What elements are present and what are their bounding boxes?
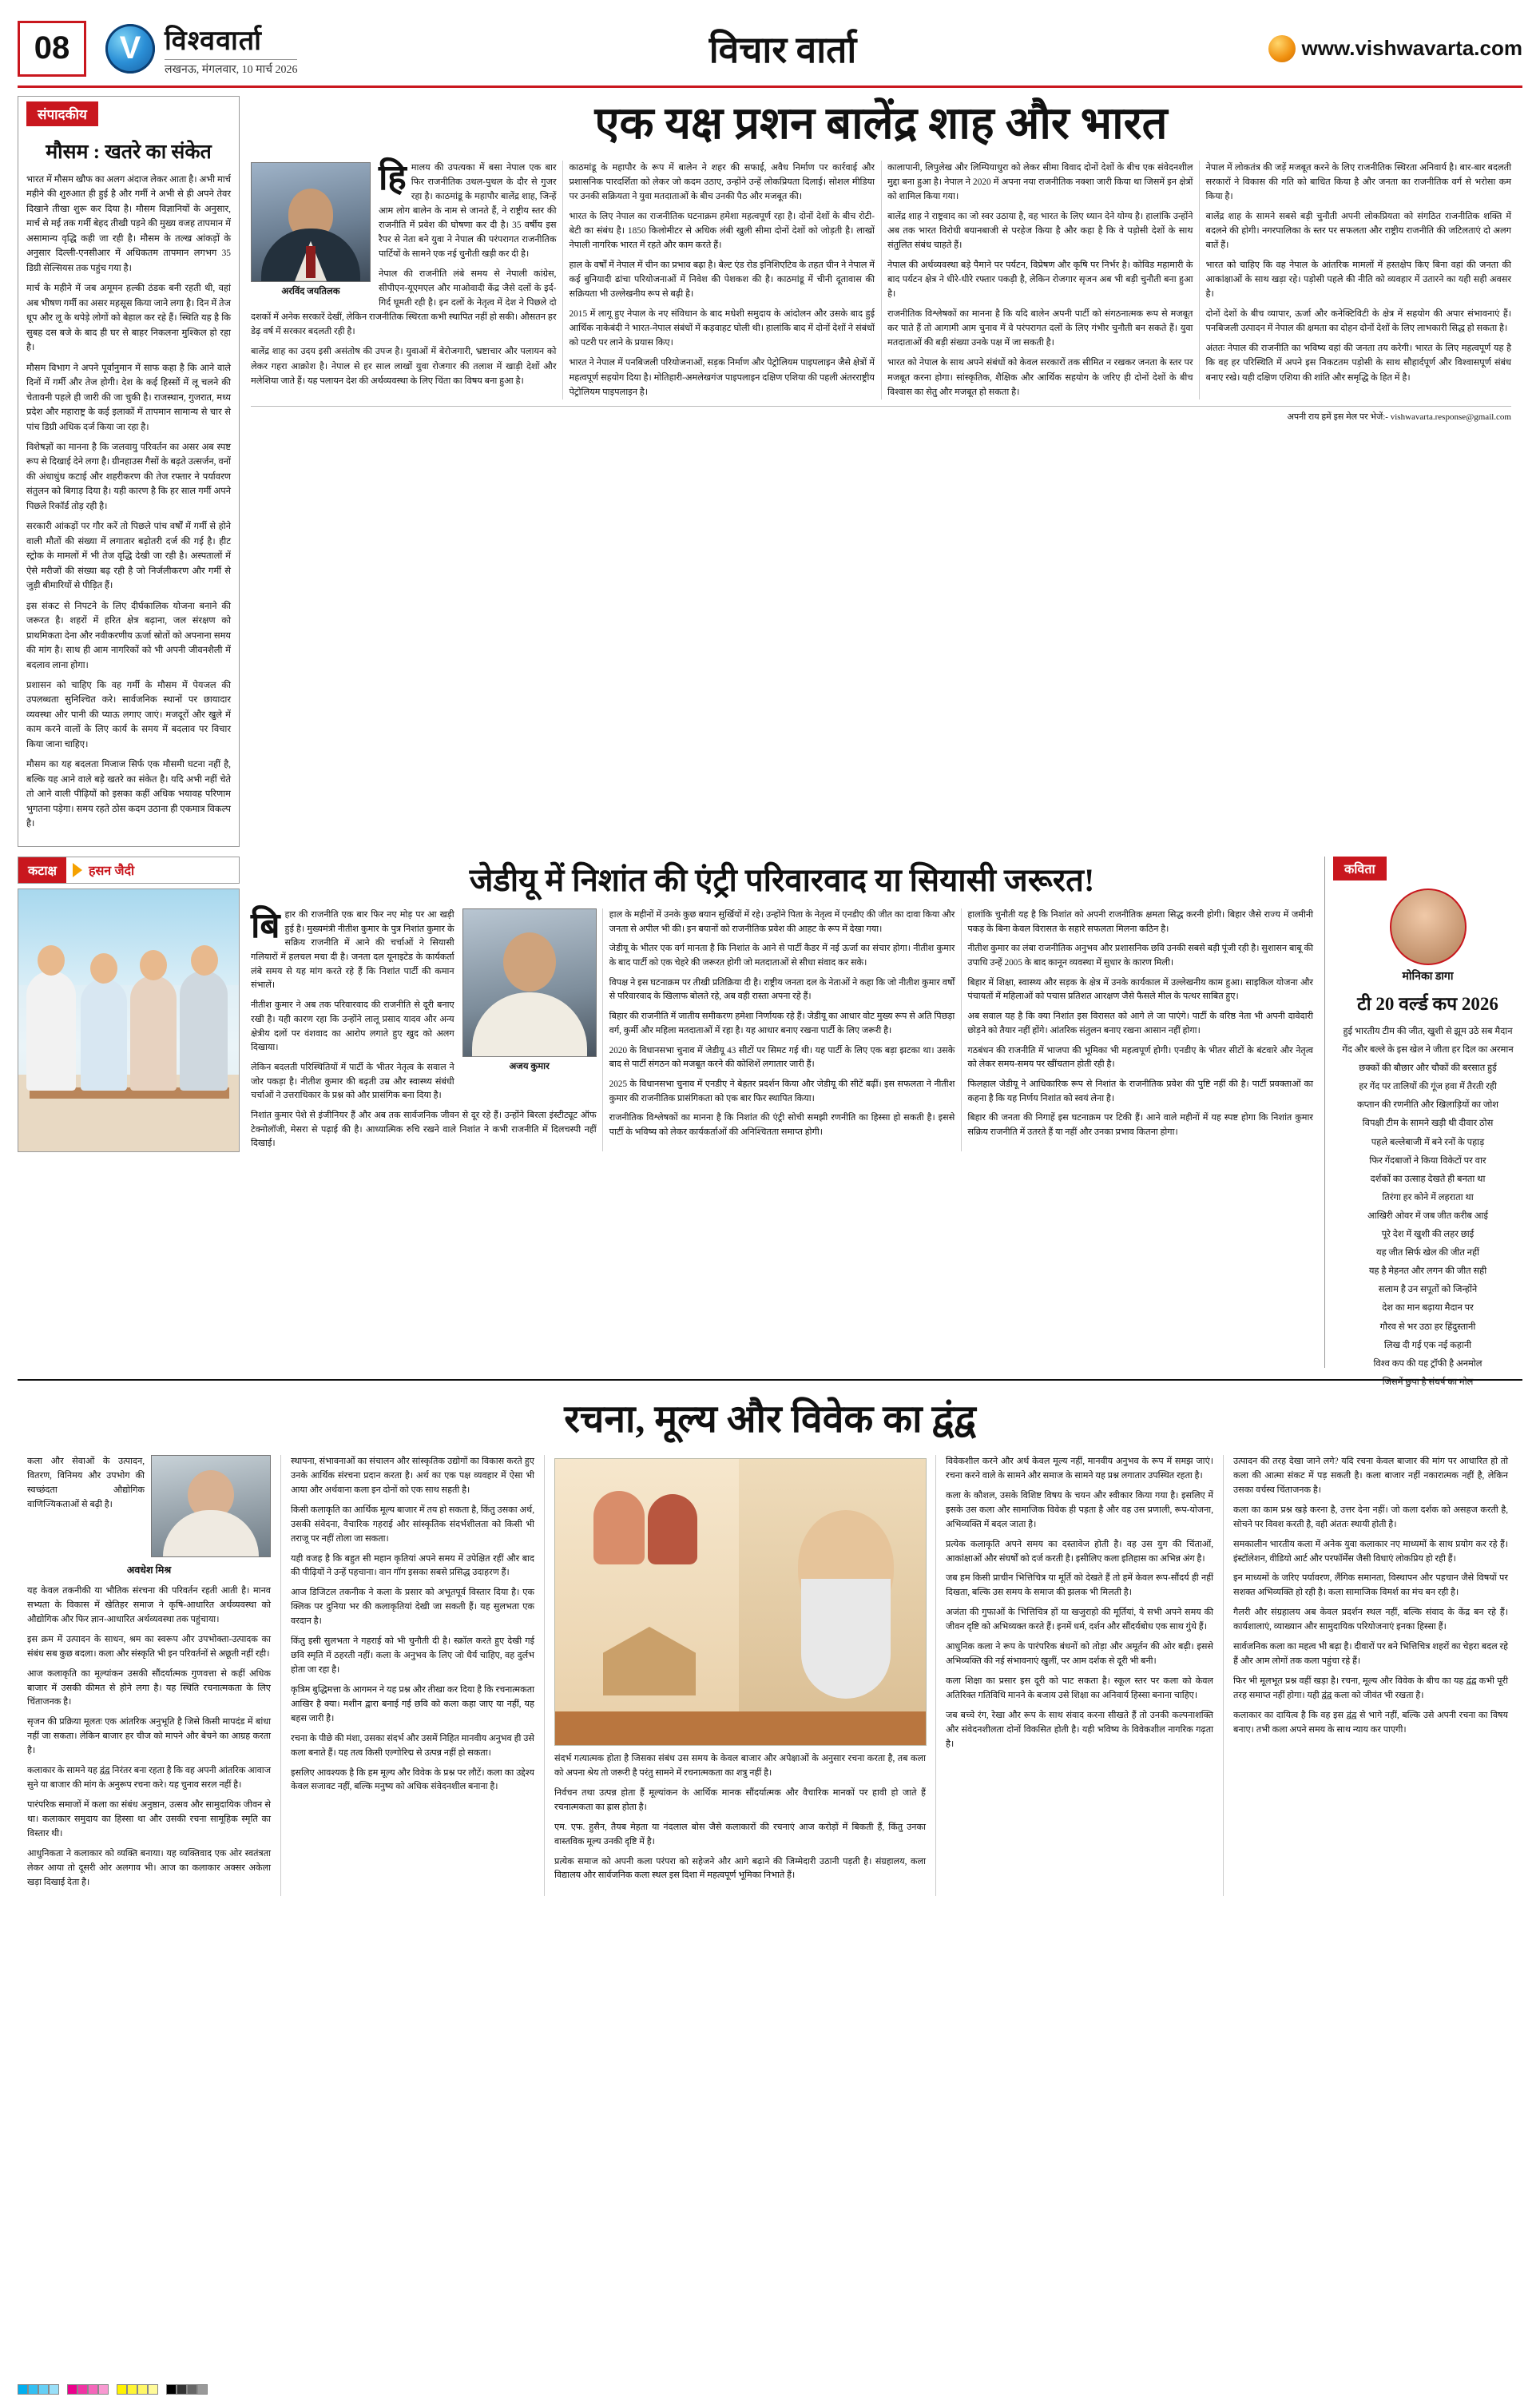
lead-paragraph: राजनीतिक विश्लेषकों का मानना है कि यदि बालेन अपनी पार्टी को संगठनात्मक रूप से मजबूत कर पाते हैं तो आगामी आम चुनाव में वे परंपरागत दलों के लिए गंभीर चुनौती बन सकते हैं। युवा मतदाताओं की बड़ी संख्या उनके पक्ष में जा सकती है। <box>887 309 1193 348</box>
jdu-paragraph: बिहार की जनता की निगाहें इस घटनाक्रम पर टिकी हैं। आने वाले महीनों में यह स्पष्ट होगा कि निशांत कुमार सक्रिय राजनीति में उतरते हैं या नहीं और उनका प्रभाव कितना होगा। <box>967 1113 1313 1137</box>
website-wrap[interactable] <box>1268 35 1522 62</box>
lead-author-name: अरविंद जयतिलक <box>281 286 340 296</box>
middle-section <box>18 857 1522 1387</box>
poem-lines <box>1333 1024 1522 1391</box>
bottom-section <box>18 1379 1522 1896</box>
editorial-tag: संपादकीय <box>26 101 98 126</box>
poem-line: लिख दी गई एक नई कहानी <box>1383 1340 1472 1350</box>
arrow-icon <box>73 863 82 877</box>
bottom-paragraph: उत्पादन की तरह देखा जाने लगे? यदि रचना केवल बाजार की मांग पर आधारित हो तो कला की आत्मा संकट में पड़ सकती है। कला बाजार नहीं नकारात्मक नहीं है, लेकिन उसका वर्चस्व चिंताजनक है। <box>1233 1457 1508 1495</box>
jdu-paragraph: 2020 के विधानसभा चुनाव में जेडीयू 43 सीटों पर सिमट गई थी। यह पार्टी के लिए एक बड़ा झटका था। उसके बाद से पार्टी संगठन को मजबूत करने की कोशिशें लगातार जारी हैं। <box>609 1045 955 1070</box>
editorial-paragraph: विशेषज्ञों का मानना है कि जलवायु परिवर्तन का असर अब स्पष्ट रूप से दिखाई देने लगा है। ग्रीनहाउस गैसों के बढ़ते उत्सर्जन, वनों की अंधाधुंध कटाई और शहरीकरण की तेज रफ्तार ने पर्यावरण संतुलन को बिगाड़ दिया है। यही कारण है कि हर साल गर्मी अपने पिछले रिकॉर्ड तोड़ रही है। <box>26 442 231 511</box>
lead-paragraph: काठमांडू के महापौर के रूप में बालेन ने शहर की सफाई, अवैध निर्माण पर कार्रवाई और प्रशासनिक पारदर्शिता को लेकर जो कदम उठाए, उन्होंने उन्हें लोकप्रियता दिलाई। सोशल मीडिया पर उनकी सक्रियता ने युवा मतदाताओं के बीच उनकी पैठ और मजबूत की। <box>569 162 875 201</box>
bottom-paragraph: यह केवल तकनीकी या भौतिक संरचना की परिवर्तन रहती आती है। मानव सभ्यता के विकास में खेतिहर समाज ने कृषि-आधारित अर्थव्यवस्था को औद्योगिक और फिर ज्ञान-आधारित अर्थव्यवस्था तक पहुंचाया। <box>27 1586 271 1624</box>
bottom-paragraph: रचना के पीछे की मंशा, उसका संदर्भ और उसमें निहित मानवीय अनुभव ही उसे कला बनाते हैं। यह तत्व किसी एल्गोरिद्म से उत्पन्न नहीं हो सकता। <box>291 1733 534 1758</box>
poem-line: यह जीत सिर्फ खेल की जीत नहीं <box>1375 1248 1480 1258</box>
bottom-paragraph: स्थापना, संभावनाओं का संचालन और सांस्कृतिक उद्योगों का विकास करते हुए उनके आर्थिक संरचना प्रदान करता है। अर्थ का एक पक्ष व्यवहार में ऐसा भी आया और अर्थवाना कला इन दोनों को एक साथ सहती है। <box>291 1457 534 1495</box>
globe-icon <box>1268 35 1296 62</box>
lead-paragraph: नेपाल की राजनीति लंबे समय से नेपाली कांग्रेस, सीपीएन-यूएमएल और माओवादी केंद्र जैसे दलों के इर्द-गिर्द घूमती रही है। इन दलों के नेतृत्व में देश ने पिछले दो दशकों में अनेक सरकारें देखीं, लेकिन राजनीतिक स्थिरता कभी स्थापित नहीं हो सकी। औसतन हर डेढ़ वर्ष में सरकार बदलती रही है। <box>251 269 557 337</box>
jdu-paragraph: हालांकि चुनौती यह है कि निशांत को अपनी राजनीतिक क्षमता सिद्ध करनी होगी। बिहार जैसे राज्य में जमीनी पकड़ के बिना केवल विरासत के सहारे सफलता मिलना कठिन है। <box>967 910 1313 934</box>
cartoon-block <box>18 857 240 1368</box>
author-photo <box>251 162 371 282</box>
bottom-column-2 <box>281 1455 545 1896</box>
poem-line: कप्तान की रणनीति और खिलाड़ियों का जोश <box>1356 1100 1499 1111</box>
kavita-block <box>1324 857 1522 1387</box>
poem-line: पूरे देश में खुशी की लहर छाई <box>1381 1230 1475 1240</box>
bottom-paragraph: किंतु इसी सुलभता ने गहराई को भी चुनौती दी है। स्क्रॉल करते हुए देखी गई छवि स्मृति में ठहरती नहीं। कला के अनुभव के लिए जो धैर्य चाहिए, वह दुर्लभ होता जा रहा है। <box>291 1636 534 1675</box>
bottom-paragraph: कलाकार का दायित्व है कि वह इस द्वंद्व से भागे नहीं, बल्कि उसे अपनी रचना का विषय बनाए। तभी कला अपने समय के साथ न्याय कर पाएगी। <box>1233 1710 1508 1735</box>
paper-name: विश्ववार्ता <box>165 25 262 56</box>
page-number: 08 <box>34 30 70 66</box>
cartoon-author: हसन जैदी <box>88 865 135 878</box>
bottom-paragraph: समकालीन भारतीय कला में अनेक युवा कलाकार नए माध्यमों के साथ प्रयोग कर रहे हैं। इंस्टॉलेशन, वीडियो आर्ट और परफॉर्मेंस जैसी विधाएं लोकप्रिय हो रही हैं। <box>1233 1539 1508 1564</box>
jdu-author-name: अजय कुमार <box>509 1062 550 1071</box>
lead-article <box>240 96 1522 847</box>
lead-paragraph: दोनों देशों के बीच व्यापार, ऊर्जा और कनेक्टिविटी के क्षेत्र में सहयोग की अपार संभावनाएं हैं। पनबिजली उत्पादन में नेपाल की क्षमता का दोहन दोनों देशों के लिए लाभकारी सिद्ध हो सकता है। <box>1205 309 1511 334</box>
bottom-paragraph: किसी कलाकृति का आर्थिक मूल्य बाजार में तय हो सकता है, किंतु उसका अर्थ, उसकी संवेदना, वैचारिक गहराई और सांस्कृतिक संदर्भशीलता को किसी भी तराजू पर नहीं तोला जा सकता। <box>291 1505 534 1544</box>
poem-line: फिर गेंदबाजों ने किया विकेटों पर वार <box>1369 1155 1486 1166</box>
poem-line: गौरव से भर उठा हर हिंदुस्तानी <box>1379 1322 1476 1332</box>
email-address[interactable]: vishwavarta.response@gmail.com <box>1390 411 1511 422</box>
bottom-headline: रचना, मूल्य और विवेक का द्वंद्व <box>564 1398 976 1441</box>
jdu-paragraph: निशांत कुमार पेशे से इंजीनियर हैं और अब तक सार्वजनिक जीवन से दूर रहे हैं। उन्होंने बिरला इंस्टीट्यूट ऑफ टेक्नोलॉजी, मेसरा से पढ़ाई की है। आध्यात्मिक रुचि रखने वाले निशांत ने कभी राजनीति में दिलचस्पी नहीं दिखाई। <box>251 1110 597 1149</box>
lead-body <box>251 157 1511 400</box>
editorial-title: मौसम : खतरे का संकेत <box>46 141 212 163</box>
lead-paragraph: भारत ने नेपाल में पनबिजली परियोजनाओं, सड़क निर्माण और पेट्रोलियम पाइपलाइन जैसे क्षेत्रों में महत्वपूर्ण सहयोग दिया है। मोतिहारी-अमलेखगंज पाइपलाइन दक्षिण एशिया की पहली अंतरराष्ट्रीय पेट्रोलियम पाइपलाइन है। <box>569 358 875 397</box>
bottom-paragraph: प्रत्येक समाज को अपनी कला परंपरा को सहेजने और आगे बढ़ाने की जिम्मेदारी उठानी पड़ती है। संग्रहालय, कला विद्यालय और सार्वजनिक कला स्थल इस दिशा में महत्वपूर्ण भूमिका निभाते हैं। <box>554 1856 926 1881</box>
jdu-paragraph: अब सवाल यह है कि क्या निशांत इस विरासत को आगे ले जा पाएंगे। पार्टी के वरिष्ठ नेता भी अपनी दावेदारी छोड़ने को तैयार नहीं होंगे। आंतरिक संतुलन बनाए रखना आसान नहीं होगा। <box>967 1012 1313 1036</box>
article-illustration <box>554 1458 927 1746</box>
poem-line: गेंद और बल्ले के इस खेल ने जीता हर दिल का अरमान <box>1342 1045 1514 1055</box>
poem-line: यह है मेहनत और लगन की जीत सही <box>1368 1266 1487 1277</box>
section-title: विचार वार्ता <box>708 29 857 70</box>
poem-line: आखिरी ओवर में जब जीत करीब आई <box>1367 1210 1488 1221</box>
bottom-paragraph: प्रत्येक कलाकृति अपने समय का दस्तावेज होती है। वह उस युग की चिंताओं, आकांक्षाओं और संघर्षों को दर्ज करती है। इसीलिए कला इतिहास का अभिन्न अंग है। <box>946 1539 1213 1564</box>
jdu-paragraph: नीतीश कुमार का लंबा राजनीतिक अनुभव और प्रशासनिक छवि उनकी सबसे बड़ी पूंजी रही है। सुशासन बाबू की उपाधि उन्हें 2005 के बाद कानून व्यवस्था में सुधार के कारण मिली। <box>967 944 1313 968</box>
editorial-paragraph: मौसम का यह बदलता मिजाज सिर्फ एक मौसमी घटना नहीं है, बल्कि यह आने वाले बड़े खतरे का संकेत है। यदि अभी नहीं चेते तो आने वाली पीढ़ियों को इसका कहीं अधिक भयावह परिणाम भुगतना पड़ेगा। समय रहते ठोस कदम उठाना ही एकमात्र विकल्प है। <box>26 760 231 829</box>
jdu-paragraph: विपक्ष ने इस घटनाक्रम पर तीखी प्रतिक्रिया दी है। राष्ट्रीय जनता दल के नेताओं ने कहा कि जो नीतीश कुमार वर्षों से परिवारवाद के खिलाफ बोलते रहे, अब वही रास्ता अपना रहे हैं। <box>609 977 955 1002</box>
jdu-paragraph: बिहार की राजनीति में जातीय समीकरण हमेशा निर्णायक रहे हैं। जेडीयू का आधार वोट मुख्य रूप से अति पिछड़ा वर्ग, कुर्मी और महिला मतदाताओं में रहा है। यह आधार बनाए रखना पार्टी के लिए जरूरी है। <box>609 1012 955 1036</box>
place-date: लखनऊ, मंगलवार, 10 मार्च 2026 <box>165 59 297 77</box>
poem-title: टी 20 वर्ल्ड कप 2026 <box>1357 994 1498 1014</box>
bottom-paragraph: सृजन की प्रक्रिया मूलतः एक आंतरिक अनुभूति है जिसे किसी मापदंड में बांधा नहीं जा सकता। लेकिन बाजार हर चीज को मापने और बेचने का आग्रह करता है। <box>27 1717 271 1756</box>
lead-paragraph: बालेंद्र शाह के सामने सबसे बड़ी चुनौती अपनी लोकप्रियता को संगठित राजनीतिक शक्ति में बदलने की होगी। नगरपालिका के स्तर पर सफलता और राष्ट्रीय राजनीति की जटिलताएं दो अलग बातें हैं। <box>1205 211 1511 251</box>
bottom-paragraph: कलाकार के सामने यह द्वंद्व निरंतर बना रहता है कि वह अपनी आंतरिक आवाज सुने या बाजार की मांग के अनुरूप रचना करे। यह चुनाव सरल नहीं है। <box>27 1766 271 1791</box>
jdu-paragraph: लेकिन बदलती परिस्थितियों में पार्टी के भीतर नेतृत्व के सवाल ने जोर पकड़ा है। नीतीश कुमार की बढ़ती उम्र और स्वास्थ्य संबंधी चर्चाओं ने उत्तराधिकार के प्रश्न को और प्रासंगिक बना दिया है। <box>251 1062 454 1101</box>
poet-name: मोनिका डागा <box>1402 971 1454 983</box>
yellow-bar <box>117 2384 158 2395</box>
poem-line: हर गेंद पर तालियों की गूंज हवा में तैरती रही <box>1359 1082 1497 1092</box>
bottom-paragraph: कला के कौशल, उसके विशिष्ट विषय के चयन और स्वीकार किया गया है। इसलिए में इसके उस कला और सामाजिक विवेक ही पड़ता है और वह उस प्रणाली, रूप-योजना, अभिव्यक्ति में बदल जाता है। <box>946 1490 1213 1529</box>
jdu-paragraph: हाल के महीनों में उनके कुछ बयान सुर्खियों में रहे। उन्होंने पिता के नेतृत्व में एनडीए की जीत का दावा किया और जनता से अपील भी की। इन बयानों को राजनीतिक प्रवेश की आहट के रूप में देखा गया। <box>609 910 955 934</box>
jdu-paragraph: राजनीतिक विश्लेषकों का मानना है कि निशांत की एंट्री सोची समझी रणनीति का हिस्सा हो सकती है। इससे पार्टी के भविष्य को लेकर कार्यकर्ताओं की अनिश्चितता समाप्त होगी। <box>609 1113 955 1137</box>
cartoon-tag: कटाक्ष <box>18 857 66 883</box>
section-title-wrap <box>297 24 1268 74</box>
bottom-paragraph: पारंपरिक समाजों में कला का संबंध अनुष्ठान, उत्सव और सामुदायिक जीवन से था। कलाकार समुदाय का हिस्सा था और उसकी रचना सामूहिक स्मृति का विस्तार थी। <box>27 1799 271 1839</box>
lead-paragraph: बालेंद्र शाह ने राष्ट्रवाद का जो स्वर उठाया है, वह भारत के लिए ध्यान देने योग्य है। हालांकि उन्होंने अब तक भारत विरोधी बयानबाजी से परहेज किया है और कहा है कि वे पड़ोसी देशों के साथ संतुलित संबंध चाहते हैं। <box>887 211 1193 251</box>
bottom-paragraph: आधुनिक कला ने रूप के पारंपरिक बंधनों को तोड़ा और अमूर्तन की ओर बढ़ी। इससे अभिव्यक्ति की नई संभावनाएं खुलीं, पर आम दर्शक से दूरी भी बनी। <box>946 1642 1213 1667</box>
jdu-paragraph: जेडीयू के भीतर एक वर्ग मानता है कि निशांत के आने से पार्टी कैडर में नई ऊर्जा का संचार होगा। नीतीश कुमार के बाद पार्टी को एक चेहरे की जरूरत होगी जो मतदाताओं से सीधा संवाद कर सके। <box>609 944 955 968</box>
lead-paragraph: भारत को चाहिए कि वह नेपाल के आंतरिक मामलों में हस्तक्षेप किए बिना वहां की जनता की आकांक्षाओं के साथ खड़ा रहे। पड़ोसी पहले की नीति को व्यवहार में उतारने का यही सही अवसर है। <box>1205 260 1511 300</box>
editorial-body <box>26 173 231 832</box>
bottom-paragraph: इन माध्यमों के जरिए पर्यावरण, लैंगिक समानता, विस्थापन और पहचान जैसे विषयों पर सशक्त अभिव्यक्ति हो रही है। कला सामाजिक विमर्श का मंच बन रही है। <box>1233 1573 1508 1598</box>
lead-paragraph: नेपाल की अर्थव्यवस्था बड़े पैमाने पर पर्यटन, विप्रेषण और कृषि पर निर्भर है। कोविड महामारी के बाद पर्यटन क्षेत्र ने धीरे-धीरे रफ्तार पकड़ी है, लेकिन रोजगार सृजन अब भी बड़ी चुनौती बना हुआ है। <box>887 260 1193 300</box>
lead-paragraph: 2015 में लागू हुए नेपाल के नए संविधान के बाद मधेशी समुदाय के आंदोलन और उसके बाद हुई आर्थिक नाकेबंदी ने भारत-नेपाल संबंधों में कड़वाहट घोली थी। हालांकि बाद में दोनों देशों ने संबंधों को पटरी पर लाने के प्रयास किए। <box>569 309 875 348</box>
color-registration-bars <box>18 2384 208 2395</box>
bottom-paragraph: सार्वजनिक कला का महत्व भी बढ़ा है। दीवारों पर बने भित्तिचित्र शहरों का चेहरा बदल रहे हैं और आम लोगों तक कला पहुंचा रहे हैं। <box>1233 1642 1508 1667</box>
bottom-paragraph: आधुनिकता ने कलाकार को व्यक्ति बनाया। यह व्यक्तिवाद एक ओर स्वतंत्रता लेकर आया तो दूसरी ओर अलगाव भी। आज का कलाकार अक्सर अकेला खड़ा दिखाई देता है। <box>27 1848 271 1887</box>
page-number-box <box>18 21 86 77</box>
lead-paragraph: हिमालय की उपत्यका में बसा नेपाल एक बार फिर राजनीतिक उथल-पुथल के दौर से गुजर रहा है। काठमांडू के महापौर बालेंद्र शाह, जिन्हें आम लोग बालेन के नाम से जानते हैं, ने राष्ट्रीय स्तर की राजनीति में प्रवेश की घोषणा कर दी है। 35 वर्षीय इस रैपर से नेता बने युवा ने नेपाल की परंपरागत राजनीतिक पार्टियों के सामने एक नई चुनौती खड़ी कर दी है। <box>379 157 557 260</box>
editorial-paragraph: मौसम विभाग ने अपने पूर्वानुमान में साफ कहा है कि आने वाले दिनों में गर्मी और तेज होगी। देश के कई हिस्सों में लू चलने की चेतावनी पहले ही जारी की जा चुकी है। राजस्थान, गुजरात, मध्य प्रदेश और महाराष्ट्र के कई इलाकों में तापमान सामान्य से चार से पांच डिग्री अधिक दर्ज किया जा रहा है। <box>26 363 231 432</box>
cartoon-image <box>18 888 240 1152</box>
email-note-label: अपनी राय हमें इस मेल पर भेजें:- <box>1287 411 1388 422</box>
poem-line: तिरंगा हर कोने में लहराता था <box>1382 1192 1474 1202</box>
bottom-paragraph: कला का काम प्रश्न खड़े करना है, उत्तर देना नहीं। जो कला दर्शक को असहज करती है, सोचने पर विवश करती है, वही अंततः स्थायी होती है। <box>1233 1505 1508 1529</box>
editorial-paragraph: प्रशासन को चाहिए कि वह गर्मी के मौसम में पेयजल की उपलब्धता सुनिश्चित करे। सार्वजनिक स्थानों पर छायादार व्यवस्था और पानी की प्याऊ लगाए जाएं। मजदूरों और खुले में काम करने वालों के लिए कार्य के समय में बदलाव पर विचार किया जाना चाहिए। <box>26 681 231 749</box>
editorial-paragraph: इस संकट से निपटने के लिए दीर्घकालिक योजना बनाने की जरूरत है। शहरों में हरित क्षेत्र बढ़ाना, जल संरक्षण को प्राथमिकता देना और नवीकरणीय ऊर्जा स्रोतों को अपनाना समय की मांग है। साथ ही आम नागरिकों को भी अपनी जीवनशैली में बदलाव लाना होगा। <box>26 601 231 670</box>
bottom-author-name: अवधेश मिश्र <box>126 1564 172 1576</box>
lead-headline: एक यक्ष प्रशन बालेंद्र शाह और भारत <box>594 99 1168 149</box>
bottom-paragraph: संदर्भ गत्यात्मक होता है जिसका संबंध उस समय के केवल बाजार और अपेक्षाओं के अनुसार रचना करता है, तब कला को अपना श्रेय तो जरूरी है परंतु सामने में रचनात्मकता का शत्रु नहीं है। <box>554 1754 926 1778</box>
bottom-paragraph: आज कलाकृति का मूल्यांकन उसकी सौंदर्यात्मक गुणवत्ता से कहीं अधिक बाजार में उसकी कीमत से होने लगा है। यह स्थिति रचनात्मकता के लिए चिंताजनक है। <box>27 1668 271 1707</box>
editorial-paragraph: मार्च के महीने में जब अमूमन हल्की ठंडक बनी रहती थी, वहां अब भीषण गर्मी का असर महसूस किया जाने लगा है। दिन में तेज धूप और लू के थपेड़े लोगों को बेहाल कर रहे हैं। स्थिति यह है कि सुबह दस बजे के बाद ही घर से बाहर निकलना मुश्किल हो रहा है। <box>26 284 231 353</box>
bottom-column-3 <box>545 1455 936 1896</box>
bottom-paragraph: एम. एफ. हुसैन, तैयब मेहता या नंदलाल बोस जैसे कलाकारों की रचनाएं आज करोड़ों में बिकती हैं, किंतु उनका वास्तविक मूल्य उनकी दृष्टि में है। <box>554 1822 926 1846</box>
lead-author-block <box>251 162 371 299</box>
bottom-paragraph: जब बच्चे रंग, रेखा और रूप के साथ संवाद करना सीखते हैं तो उनकी कल्पनाशक्ति और संवेदनशीलता दोनों विकसित होती है। यही भविष्य के विवेकशील नागरिक गढ़ता है। <box>946 1710 1213 1749</box>
jdu-headline: जेडीयू में निशांत की एंट्री परिवारवाद या सियासी जरूरत! <box>469 862 1095 898</box>
bottom-paragraph: जब हम किसी प्राचीन भित्तिचित्र या मूर्ति को देखते हैं तो हमें केवल रूप-सौंदर्य ही नहीं दिखता, बल्कि उस समय के समाज की झलक भी मिलती है। <box>946 1573 1213 1598</box>
editorial-paragraph: भारत में मौसम खौफ का अलग अंदाज लेकर आता है। अभी मार्च महीने की शुरुआत ही हुई है और गर्मी ने अभी से ही अपने तेवर दिखाने तीखा शुरू कर दिया है। मौसम विज्ञानियों के अनुसार, मार्च से मई तक गर्मी बेहद तीखी पड़ने की मुख्य वजह तापमान में असामान्य वृद्धि कही जा रही है। मौसम के तल्ख आंकड़ों के अनुसार दिल्ली-एनसीआर में अधिकतम तापमान लगभग 35 डिग्री सेल्सियस तक पहुंच गया है। <box>26 175 231 273</box>
logo-letter: V <box>119 30 141 66</box>
lead-paragraph: कालापानी, लिपुलेख और लिम्पियाधुरा को लेकर सीमा विवाद दोनों देशों के बीच एक संवेदनशील मुद्दा बना हुआ है। नेपाल ने 2020 में अपना नया राजनीतिक नक्शा जारी किया था जिसमें इन क्षेत्रों को शामिल किया गया। <box>887 162 1193 201</box>
bottom-columns <box>18 1455 1522 1896</box>
jdu-author-photo <box>462 908 597 1057</box>
poem-line: सलाम है उन सपूतों को जिन्होंने <box>1378 1285 1478 1295</box>
magenta-bar <box>67 2384 109 2395</box>
logo-icon <box>105 24 155 74</box>
black-bar <box>166 2384 208 2395</box>
bottom-paragraph: गैलरी और संग्रहालय अब केवल प्रदर्शन स्थल नहीं, बल्कि संवाद के केंद्र बन रहे हैं। कार्यशालाएं, व्याख्यान और सामुदायिक परियोजनाएं इनका हिस्सा हैं। <box>1233 1608 1508 1632</box>
bottom-paragraph: आज डिजिटल तकनीक ने कला के प्रसार को अभूतपूर्व विस्तार दिया है। एक क्लिक पर दुनिया भर की कलाकृतियां देखी जा सकती हैं। यह सुलभता एक वरदान है। <box>291 1588 534 1627</box>
lead-paragraph: हाल के वर्षों में नेपाल में चीन का प्रभाव बढ़ा है। बेल्ट एंड रोड इनिशिएटिव के तहत चीन ने नेपाल में कई बुनियादी ढांचा परियोजनाओं में निवेश की पेशकश की है। काठमांडू में चीनी दूतावास की सक्रियता भी उल्लेखनीय रूप से बढ़ी है। <box>569 260 875 300</box>
jdu-author-block <box>462 908 597 1074</box>
cartoon-header <box>18 857 240 884</box>
jdu-paragraph: बिहार की राजनीति एक बार फिर नए मोड़ पर आ खड़ी हुई है। मुख्यमंत्री नीतीश कुमार के पुत्र निशांत कुमार के सक्रिय राजनीति में आने की चर्चाओं ने सियासी गलियारों में हलचल मचा दी है। जनता दल यूनाइटेड के कार्यकर्ता लंबे समय से यह मांग करते रहे हैं कि निशांत पार्टी की कमान संभालें। <box>251 906 454 991</box>
bottom-paragraph: अजंता की गुफाओं के भित्तिचित्र हों या खजुराहो की मूर्तियां, ये सभी अपने समय की जीवन दृष्टि को अभिव्यक्त करते हैं। इनमें धर्म, दर्शन और सौंदर्यबोध एक साथ गुंथे हैं। <box>946 1608 1213 1632</box>
editorial-paragraph: सरकारी आंकड़ों पर गौर करें तो पिछले पांच वर्षों में गर्मी से होने वाली मौतों की संख्या में लगातार बढ़ोतरी दर्ज की गई है। हीट स्ट्रोक के मामलों में भी तेज वृद्धि देखी जा रही है। अस्पतालों में ऐसे मरीजों की संख्या बढ़ रही है जो निर्जलीकरण और गर्मी से जुड़ी बीमारियों से पीड़ित हैं। <box>26 522 231 591</box>
bottom-author-photo <box>151 1455 271 1557</box>
poem-line: विपक्षी टीम के सामने खड़ी थी दीवार ठोस <box>1362 1119 1494 1129</box>
website-url[interactable]: www.vishwavarta.com <box>1301 36 1522 60</box>
poet-photo <box>1390 888 1467 965</box>
lead-paragraph: भारत को नेपाल के साथ अपने संबंधों को केवल सरकारों तक सीमित न रखकर जनता के स्तर पर मजबूत करना होगा। सांस्कृतिक, शैक्षिक और आर्थिक सहयोग के जरिए ही दोनों देशों के बीच विश्वास का सेतु और मजबूत हो सकता है। <box>887 358 1193 397</box>
poem-line: पहले बल्लेबाजी में बने रनों के पहाड़ <box>1371 1137 1485 1147</box>
bottom-paragraph: कला और सेवाओं के उत्पादन, वितरण, विनिमय और उपभोग की स्वच्छंदता औद्योगिक वाणिज्यिकताओं से बढ़ी है। <box>27 1457 145 1509</box>
bottom-paragraph: यही वजह है कि बहुत सी महान कृतियां अपने समय में उपेक्षित रहीं और बाद की पीढ़ियों ने उन्हें पहचाना। वान गॉग इसका सबसे प्रसिद्ध उदाहरण हैं। <box>291 1553 534 1578</box>
top-section <box>18 96 1522 847</box>
lead-paragraph: भारत के लिए नेपाल का राजनीतिक घटनाक्रम हमेशा महत्वपूर्ण रहा है। दोनों देशों के बीच रोटी-बेटी का संबंध है। 1850 किलोमीटर से अधिक लंबी खुली सीमा दोनों देशों को जोड़ती है। लाखों नेपाली नागरिक भारत में रहते और काम करते हैं। <box>569 211 875 251</box>
lead-paragraph: अंततः नेपाल की राजनीति का भविष्य वहां की जनता तय करेगी। भारत के लिए महत्वपूर्ण यह है कि वह हर परिस्थिति में अपने इस निकटतम पड़ोसी के साथ सौहार्दपूर्ण और विश्वासपूर्ण संबंध बनाए रखे। यही दक्षिण एशिया की शांति और समृद्धि के हित में है। <box>1205 344 1511 383</box>
bottom-paragraph: फिर भी मूलभूत प्रश्न वहीं खड़ा है। रचना, मूल्य और विवेक के बीच का यह द्वंद्व कभी पूरी तरह समाप्त नहीं होगा। यही द्वंद्व कला को जीवंत भी रखता है। <box>1233 1676 1508 1700</box>
masthead <box>18 14 1522 88</box>
poem-line: विश्व कप की यह ट्रॉफी है अनमोल <box>1373 1358 1482 1369</box>
bottom-paragraph: कला शिक्षा का प्रसार इस दूरी को पाट सकता है। स्कूल स्तर पर कला को केवल अतिरिक्त गतिविधि मानने के बजाय उसे शिक्षा का अनिवार्य हिस्सा बनाना चाहिए। <box>946 1676 1213 1700</box>
jdu-paragraph: फिलहाल जेडीयू ने आधिकारिक रूप से निशांत के राजनीतिक प्रवेश की पुष्टि नहीं की है। पार्टी प्रवक्ताओं का कहना है कि यह निर्णय निशांत को स्वयं लेना है। <box>967 1079 1313 1103</box>
bottom-paragraph: इसलिए आवश्यक है कि हम मूल्य और विवेक के प्रश्न पर लौटें। कला का उद्देश्य केवल सजावट नहीं, बल्कि मनुष्य को अधिक संवेदनशील बनाना है। <box>291 1767 534 1792</box>
kavita-tag: कविता <box>1333 857 1387 880</box>
bottom-paragraph: इस क्रम में उत्पादन के साधन, श्रम का स्वरूप और उपभोक्ता-उत्पादक का संबंध सब कुछ बदला। कला और संस्कृति भी इन परिवर्तनों से अछूती नहीं रही। <box>27 1634 271 1659</box>
jdu-body <box>251 908 1313 1151</box>
paper-logo <box>105 21 297 77</box>
bottom-paragraph: निर्वचन तथा उत्पन्न होता हैं मूल्यांकन के आर्थिक मानक सौंदर्यात्मक और वैचारिक मानकों पर हावी हो जाते हैं रचनात्मकता का ह्रास होता है। <box>554 1787 926 1812</box>
lead-paragraph: बालेंद्र शाह का उदय इसी असंतोष की उपज है। युवाओं में बेरोजगारी, भ्रष्टाचार और पलायन को लेकर गहरा आक्रोश है। नेपाल से हर साल लाखों युवा रोजगार की तलाश में खाड़ी देशों और मलेशिया जाते हैं। यह पलायन देश की अर्थव्यवस्था के लिए चिंता का विषय बना हुआ है। <box>251 347 557 386</box>
poem-line: जिसमें छुपा है संघर्ष का मोल <box>1382 1377 1474 1387</box>
cyan-bar <box>18 2384 59 2395</box>
jdu-paragraph: गठबंधन की राजनीति में भाजपा की भूमिका भी महत्वपूर्ण होगी। एनडीए के भीतर सीटों के बंटवारे और नेतृत्व को लेकर समय-समय पर खींचतान होती रही है। <box>967 1045 1313 1070</box>
poem-line: छक्कों की बौछार और चौकों की बरसात हुई <box>1359 1063 1497 1074</box>
poem-line: दर्शकों का उत्साह देखते ही बनता था <box>1370 1174 1486 1184</box>
jdu-paragraph: नीतीश कुमार ने अब तक परिवारवाद की राजनीति से दूरी बनाए रखी है। यही कारण रहा कि उन्होंने लालू प्रसाद यादव और अन्य क्षेत्रीय दलों पर वंशवाद का आरोप लगाते हुए खुद को अलग दिखाया। <box>251 1000 454 1053</box>
bottom-paragraph: कृत्रिम बुद्धिमत्ता के आगमन ने यह प्रश्न और तीखा कर दिया है कि रचनात्मकता आखिर है क्या। मशीन द्वारा बनाई गई छवि को कला कहा जाए या नहीं, यह बहस जारी है। <box>291 1684 534 1723</box>
jdu-article <box>240 857 1324 1368</box>
poem-line: हुई भारतीय टीम की जीत, खुशी से झूम उठे सब मैदान <box>1343 1027 1513 1036</box>
jdu-paragraph: बिहार में शिक्षा, स्वास्थ्य और सड़क के क्षेत्र में उनके कार्यकाल में उल्लेखनीय काम हुआ। साइकिल योजना और पंचायतों में महिलाओं को पचास प्रतिशत आरक्षण जैसे फैसले मील के पत्थर साबित हुए। <box>967 977 1313 1002</box>
bottom-paragraph: विवेकशील करने और अर्थ केवल मूल्य नहीं, मानवीय अनुभव के रूप में समझ जाएं। रचना करने वाले के सामने और समाज के सामने यह प्रश्न लगातार उपस्थित रहता है। <box>946 1457 1213 1481</box>
jdu-paragraph: 2025 के विधानसभा चुनाव में एनडीए ने बेहतर प्रदर्शन किया और जेडीयू की सीटें बढ़ीं। इस सफलता ने नीतीश कुमार की राजनीतिक प्रासंगिकता को एक बार फिर स्थापित किया। <box>609 1079 955 1103</box>
bottom-column-5 <box>1224 1455 1518 1896</box>
bottom-column-1 <box>18 1455 281 1896</box>
lead-email-note <box>251 406 1511 423</box>
poem-line: देश का मान बढ़ाया मैदान पर <box>1382 1303 1474 1314</box>
bottom-column-4 <box>936 1455 1224 1896</box>
lead-paragraph: नेपाल में लोकतंत्र की जड़ें मजबूत करने के लिए राजनीतिक स्थिरता अनिवार्य है। बार-बार बदलती सरकारों ने विकास की गति को बाधित किया है और जनता का राजनीतिक वर्ग से भरोसा कम किया है। <box>1205 162 1511 201</box>
editorial-box <box>18 96 240 847</box>
